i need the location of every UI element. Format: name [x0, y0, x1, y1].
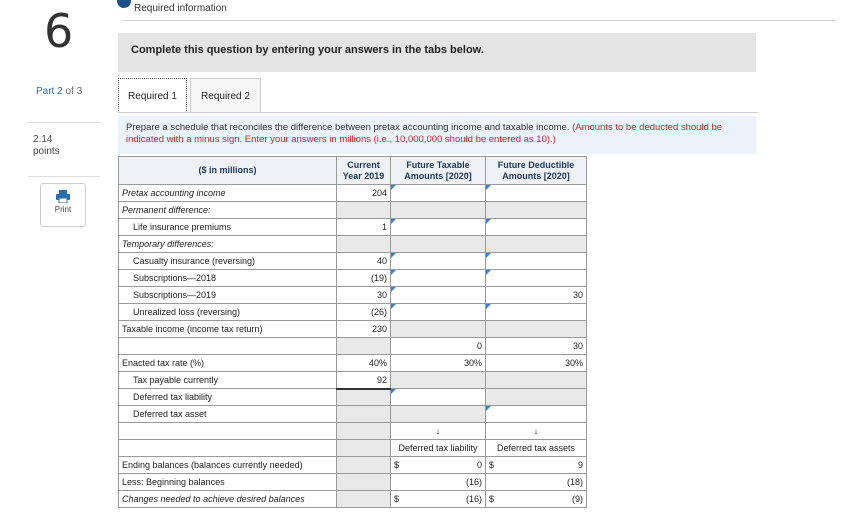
reconciliation-table — [118, 156, 587, 508]
table-row — [119, 491, 587, 508]
cell-future-deductible — [486, 321, 587, 338]
row-label: Subscriptions—2018 — [119, 270, 337, 287]
cell-future-taxable[interactable] — [391, 270, 486, 287]
cell-future-deductible[interactable] — [486, 406, 587, 423]
row-label: Deferred tax asset — [119, 406, 337, 423]
row-label — [119, 423, 337, 440]
cell-current[interactable]: 30 — [337, 287, 391, 304]
row-label: Less: Beginning balances — [119, 474, 337, 491]
cell-future-taxable — [391, 202, 486, 219]
cell-current — [337, 202, 391, 219]
cell-future-taxable[interactable] — [391, 185, 486, 202]
cell-current[interactable]: 204 — [337, 185, 391, 202]
currency-symbol: $ — [489, 460, 495, 470]
currency-symbol: $ — [394, 494, 400, 504]
cell-future-deductible — [486, 389, 587, 406]
instruction-banner: Complete this question by entering your answers in the tabs below. — [118, 33, 756, 72]
cell-future-deductible[interactable]: 30% — [486, 355, 587, 372]
header-future-deductible: Future Deductible Amounts [2020] — [486, 157, 587, 185]
down-arrow-icon: ↓ — [486, 423, 587, 440]
header-label: ($ in millions) — [119, 157, 337, 185]
row-label: Deferred tax liability — [119, 389, 337, 406]
row-label: Temporary differences: — [119, 236, 337, 253]
rail-divider — [28, 122, 100, 123]
cell-value: (9) — [572, 494, 583, 504]
header-current-year: Current Year 2019 — [337, 157, 391, 185]
row-label: Subscriptions—2019 — [119, 287, 337, 304]
table-row — [119, 321, 587, 338]
instructions — [118, 116, 756, 154]
cell-future-deductible[interactable] — [486, 253, 587, 270]
cell-future-taxable[interactable]: (16) — [391, 474, 486, 491]
cell-value: (16) — [465, 494, 482, 504]
cell-future-taxable — [391, 406, 486, 423]
cell-future-taxable — [391, 321, 486, 338]
cell-current[interactable]: 40% — [337, 355, 391, 372]
cell-current[interactable]: (26) — [337, 304, 391, 321]
required-information-heading: Required information — [134, 3, 227, 14]
cell-future-deductible[interactable]: 30 — [486, 338, 587, 355]
cell-future-taxable[interactable] — [391, 491, 486, 508]
cell-future-taxable[interactable] — [391, 219, 486, 236]
row-label: Unrealized loss (reversing) — [119, 304, 337, 321]
header-future-taxable: Future Taxable Amounts [2020] — [391, 157, 486, 185]
cell-future-deductible[interactable] — [486, 185, 587, 202]
row-label — [119, 338, 337, 355]
cell-current — [337, 406, 391, 423]
cell-future-deductible — [486, 202, 587, 219]
row-label: Permanent difference: — [119, 202, 337, 219]
table-row — [119, 457, 587, 474]
row-label: Pretax accounting income — [119, 185, 337, 202]
cell-future-taxable[interactable] — [391, 287, 486, 304]
cell-future-taxable[interactable] — [391, 253, 486, 270]
row-label: Ending balances (balances currently needed) — [119, 457, 337, 474]
table-row — [119, 304, 587, 321]
cell-current[interactable]: 230 — [337, 321, 391, 338]
cell-value: 0 — [476, 460, 482, 470]
cell-current — [337, 389, 391, 406]
part-label: Part 2 — [36, 86, 63, 97]
cell-current — [337, 474, 391, 491]
table-row — [119, 440, 587, 457]
cell-current — [337, 440, 391, 457]
table-row — [119, 202, 587, 219]
currency-symbol: $ — [394, 460, 400, 470]
table-row — [119, 355, 587, 372]
table-row — [119, 219, 587, 236]
deferred-assets-heading: Deferred tax assets — [486, 440, 587, 457]
table-row — [119, 372, 587, 389]
cell-future-taxable — [391, 236, 486, 253]
cell-future-taxable[interactable] — [391, 304, 486, 321]
cell-future-deductible[interactable] — [486, 304, 587, 321]
print-label: Print — [54, 205, 72, 214]
cell-current — [337, 236, 391, 253]
cell-future-taxable — [391, 372, 486, 389]
points-info — [33, 134, 60, 158]
cell-value: 9 — [577, 460, 583, 470]
cell-current[interactable]: 40 — [337, 253, 391, 270]
deferred-liability-heading: Deferred tax liability — [391, 440, 486, 457]
currency-symbol: $ — [489, 494, 495, 504]
table-row — [119, 236, 587, 253]
table-row — [119, 338, 587, 355]
cell-future-taxable[interactable]: 30% — [391, 355, 486, 372]
table-row — [119, 270, 587, 287]
points-label: points — [33, 146, 60, 157]
info-icon — [117, 0, 131, 8]
part-of: of 3 — [65, 86, 83, 97]
row-label: Life insurance premiums — [119, 219, 337, 236]
cell-future-deductible[interactable] — [486, 219, 587, 236]
cell-future-deductible — [486, 372, 587, 389]
row-label: Enacted tax rate (%) — [119, 355, 337, 372]
cell-future-taxable[interactable] — [391, 389, 486, 406]
cell-future-taxable[interactable]: 0 — [391, 338, 486, 355]
row-label: Changes needed to achieve desired balances — [119, 491, 337, 508]
table-row — [119, 423, 587, 440]
table-row — [119, 474, 587, 491]
table-row — [119, 389, 587, 406]
cell-current[interactable]: 1 — [337, 219, 391, 236]
cell-future-taxable[interactable] — [391, 457, 486, 474]
cell-future-deductible — [486, 236, 587, 253]
row-label: Casualty insurance (reversing) — [119, 253, 337, 270]
cell-future-deductible[interactable] — [486, 491, 587, 508]
cell-future-deductible[interactable]: 30 — [486, 287, 587, 304]
question-number: 6 — [44, 4, 74, 58]
row-label — [119, 440, 337, 457]
part-indicator — [36, 86, 82, 97]
cell-current — [337, 423, 391, 440]
cell-future-deductible[interactable] — [486, 270, 587, 287]
rail-divider — [28, 176, 100, 177]
table-row — [119, 406, 587, 423]
print-button[interactable] — [40, 183, 86, 227]
cell-current[interactable]: 92 — [337, 372, 391, 389]
cell-current — [337, 457, 391, 474]
cell-current[interactable]: (19) — [337, 270, 391, 287]
cell-future-deductible[interactable]: (18) — [486, 474, 587, 491]
instructions-main: Prepare a schedule that reconciles the difference between pretax accounting income and taxable income. — [126, 122, 570, 133]
instructions-note: (Amounts to be deducted should be indicated with a minus sign. Enter your answers in millions (i.e., 10,000,000 should be entered as 10).) — [126, 122, 723, 145]
tab-required-1[interactable]: Required 1 — [118, 78, 187, 113]
row-label: Tax payable currently — [119, 372, 337, 389]
printer-icon — [56, 190, 70, 203]
down-arrow-icon: ↓ — [391, 423, 486, 440]
cell-future-deductible[interactable] — [486, 457, 587, 474]
cell-current — [337, 491, 391, 508]
points-value: 2.14 — [33, 134, 53, 145]
table-row — [119, 287, 587, 304]
header-divider — [122, 20, 837, 21]
table-row — [119, 185, 587, 202]
table-row — [119, 253, 587, 270]
tab-divider — [118, 112, 758, 113]
cell-current — [337, 338, 391, 355]
tab-required-2[interactable]: Required 2 — [190, 78, 261, 113]
row-label: Taxable income (income tax return) — [119, 321, 337, 338]
table-header-row — [119, 157, 587, 185]
